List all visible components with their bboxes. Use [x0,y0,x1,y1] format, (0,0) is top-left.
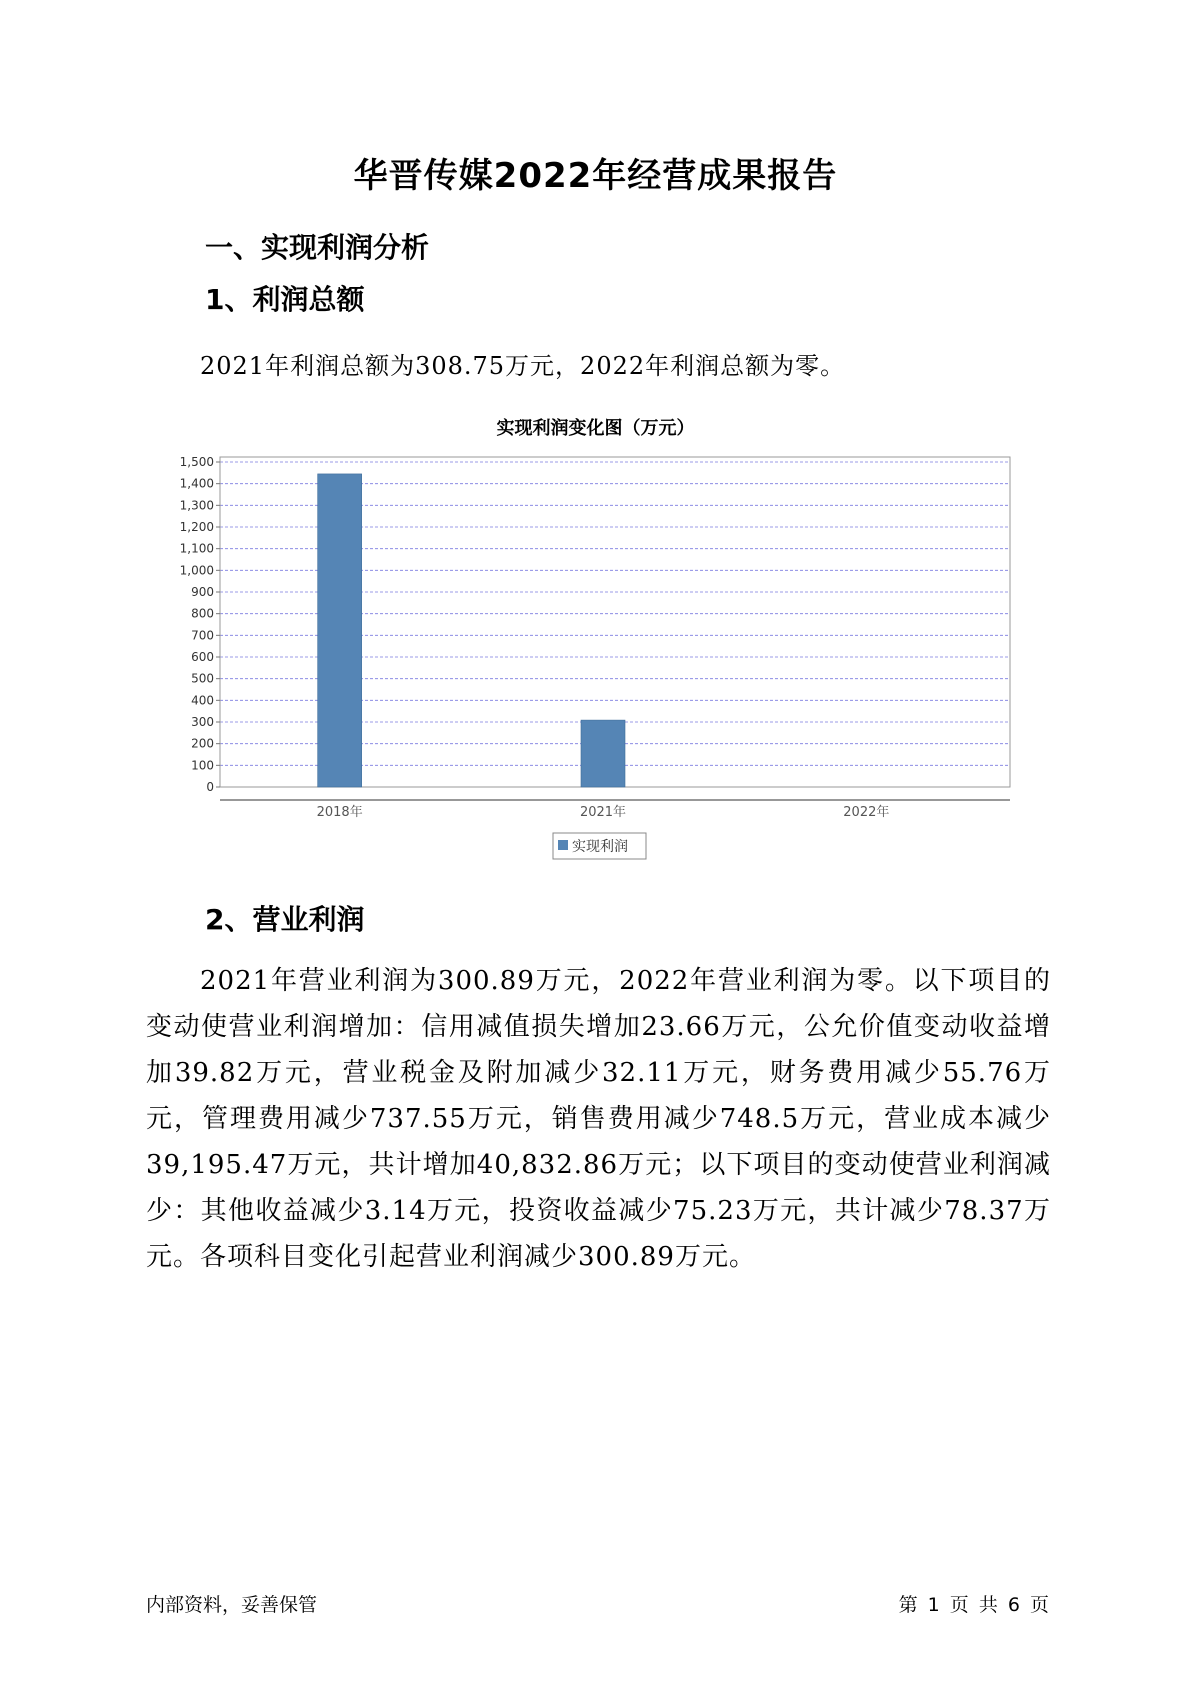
legend-swatch [558,840,568,850]
x-tick-label: 2018年 [316,805,363,820]
chart-title: 实现利润变化图（万元） [496,418,695,439]
chart-x-ticks [317,804,890,820]
y-tick-label: 300 [191,715,214,729]
y-tick-label: 900 [191,585,214,599]
y-tick-label: 1,400 [179,476,214,491]
legend-label: 实现利润 [572,839,628,855]
bar-2018年 [318,474,362,787]
footer-confidential-note: 内部资料，妥善保管 [146,1594,318,1616]
chart-y-ticks [180,455,220,794]
y-tick-label: 400 [191,693,214,708]
document-title: 华晋传媒2022年经营成果报告 [353,156,838,196]
chart-bars [318,474,625,787]
y-tick-label: 700 [191,628,214,643]
total-profit-paragraph: 2021年利润总额为308.75万元，2022年利润总额为零。 [200,352,846,380]
subheading-operating-profit: 2、营业利润 [205,903,365,936]
y-tick-label: 1,500 [179,455,214,469]
y-tick-label: 1,200 [179,520,214,534]
y-tick-label: 1,000 [179,563,214,578]
bar-2021年 [581,720,625,787]
y-tick-label: 100 [191,758,214,773]
footer-page-number: 第 1 页 共 6 页 [898,1594,1051,1616]
section-heading-profit-analysis: 一、实现利润分析 [205,231,430,264]
subheading-total-profit: 1、利润总额 [205,283,365,316]
y-tick-label: 200 [191,736,214,751]
y-tick-label: 0 [206,780,214,794]
y-tick-label: 500 [191,671,214,686]
operating-profit-paragraph: 2021年营业利润为300.89万元，2022年营业利润为零。以下项目的变动使营业利润增加：信用减值损失增加23.66万元，公允价值变动收益增加39.82万元，营业税金及附加减少32.11万元，财务费用减少55.76万元，管理费用减少737.55万元，销售费用减少748.5万元，营业成本减少39,195.47万元，共计增加40,832.86万元；以下项目的变动使营业利润减少：其他收益减少3.14万元，投资收益减少75.23万元，共计减少78.37万元。各项科目变化引起营业利润减少300.89万元。 [146,966,1051,1272]
y-tick-label: 1,300 [179,498,214,513]
y-tick-label: 1,100 [179,541,214,556]
y-tick-label: 800 [191,606,214,621]
x-tick-label: 2022年 [843,805,890,820]
y-tick-label: 600 [191,650,214,664]
chart-legend [553,833,646,859]
x-tick-label: 2021年 [579,805,627,820]
